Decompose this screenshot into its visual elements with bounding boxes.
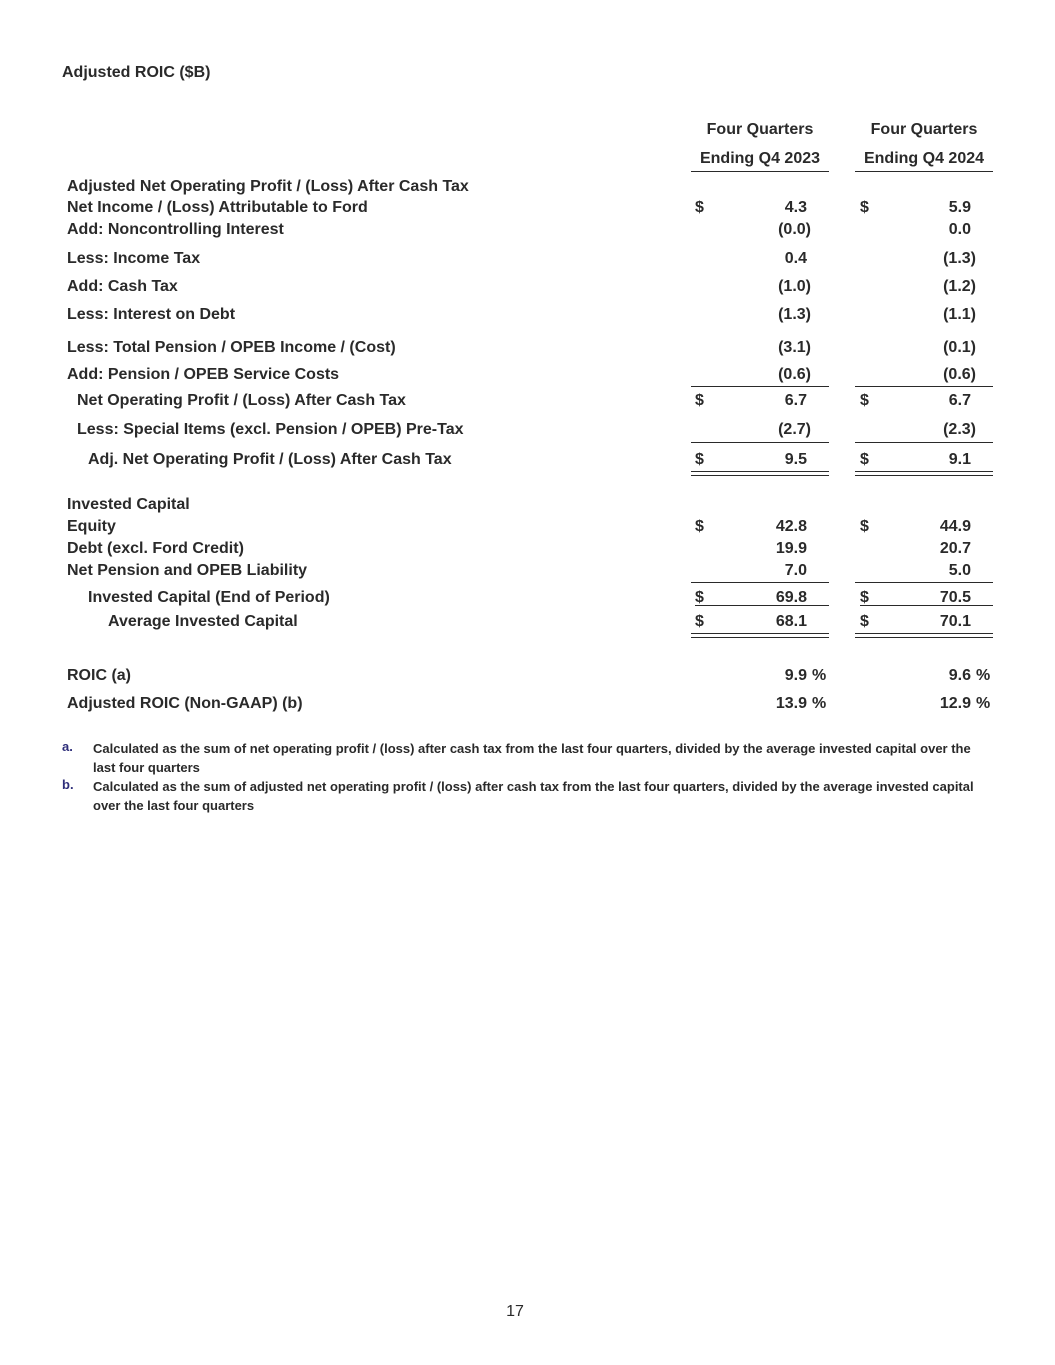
col1-avg-double-underline [691,633,829,638]
row-label-debt: Debt (excl. Ford Credit) [67,540,244,557]
col1-value-adj-nopat: 9.5 [784,451,807,468]
col2-value-special-items: (2.3) [943,421,976,438]
col2-value-roic: 9.6 [948,667,971,684]
row-label-special-items: Less: Special Items (excl. Pension / OPEB) Pre-Tax [77,421,464,438]
col2-dollar-nopat: $ [860,392,869,409]
footnote-b-text: Calculated as the sum of adjusted net operating profit / (loss) after cash tax from the last four quarters, divided by the average invested capital over the last four quarters [93,779,974,813]
col1-value-invested-capital: 69.8 [775,589,807,606]
col1-header-line1: Four Quarters [706,121,814,138]
col1-value-cash-tax: (1.0) [778,278,811,295]
col1-header-line2: Ending Q4 2023 [699,150,821,167]
col1-value-interest-debt: (1.3) [778,306,811,323]
col1-header-rule [691,171,829,172]
col1-value-income-tax: 0.4 [784,250,807,267]
col2-capital-underline [860,605,993,606]
row-label-invested-capital: Invested Capital (End of Period) [88,589,330,606]
footnote-a-letter: a. [62,739,73,754]
col1-dollar-adj-nopat: $ [695,451,704,468]
row-label-adj-nopat: Adj. Net Operating Profit / (Loss) After Cash Tax [88,451,452,468]
col1-dollar-invested-capital: $ [695,589,704,606]
col1-percent-adj-roic: % [812,695,827,712]
col2-double-underline [855,471,993,476]
col1-value-debt: 19.9 [775,540,807,557]
col1-value-noncontrolling: (0.0) [778,221,811,238]
row-label-equity: Equity [67,518,116,535]
col1-value-nopat: 6.7 [784,392,807,409]
col1-value-special-items: (2.7) [778,421,811,438]
col2-value-noncontrolling: 0.0 [948,221,971,238]
row-label-nopat: Net Operating Profit / (Loss) After Cash Tax [77,392,406,409]
col2-dollar-adj-nopat: $ [860,451,869,468]
col2-value-adj-nopat: 9.1 [948,451,971,468]
col1-value-pension-liability: 7.0 [784,562,807,579]
col1-subtotal-rule [691,386,829,387]
row-label-interest-debt: Less: Interest on Debt [67,306,236,323]
col1-value-equity: 42.8 [775,518,807,535]
row-label-income-tax: Less: Income Tax [67,250,201,267]
col2-value-avg-invested-capital: 70.1 [939,613,971,630]
col2-value-adj-roic: 12.9 [939,695,971,712]
col2-value-income-tax: (1.3) [943,250,976,267]
col1-capital-underline [695,605,829,606]
col2-capital-rule [855,582,993,583]
col2-value-pension-liability: 5.0 [948,562,971,579]
col2-avg-double-underline [855,633,993,638]
col2-header-line1: Four Quarters [870,121,978,138]
col2-value-pension-service: (0.6) [943,366,976,383]
col2-value-invested-capital: 70.5 [939,589,971,606]
col1-value-adj-roic: 13.9 [775,695,807,712]
footnote-b-letter: b. [62,777,74,792]
row-label-net-income: Net Income / (Loss) Attributable to Ford [67,199,368,216]
col2-subtotal-rule [855,386,993,387]
col2-header-line2: Ending Q4 2024 [863,150,985,167]
col2-dollar-net-income: $ [860,199,869,216]
row-label-adj-roic: Adjusted ROIC (Non-GAAP) (b) [67,695,303,712]
col1-dollar-net-income: $ [695,199,704,216]
col1-percent-roic: % [812,667,827,684]
col2-header-rule [855,171,993,172]
col2-total-rule [855,442,993,443]
col2-value-equity: 44.9 [939,518,971,535]
col1-dollar-equity: $ [695,518,704,535]
col1-capital-rule [691,582,829,583]
col1-dollar-nopat: $ [695,392,704,409]
col2-value-debt: 20.7 [939,540,971,557]
page-title: Adjusted ROIC ($B) [62,64,211,81]
row-label-noncontrolling: Add: Noncontrolling Interest [67,221,284,238]
row-label-roic: ROIC (a) [67,667,131,684]
col1-value-roic: 9.9 [784,667,807,684]
col2-value-nopat: 6.7 [948,392,971,409]
col1-value-pension-income: (3.1) [778,339,811,356]
col2-value-interest-debt: (1.1) [943,306,976,323]
page-number: 17 [506,1303,524,1320]
col1-value-net-income: 4.3 [784,199,807,216]
footnote-a-text: Calculated as the sum of net operating profit / (loss) after cash tax from the last four quarters, divided by the average invested capital over the last four quarters [93,741,971,775]
col2-value-net-income: 5.9 [948,199,971,216]
col2-value-pension-income: (0.1) [943,339,976,356]
col2-dollar-avg-invested-capital: $ [860,613,869,630]
row-label-pension-liability: Net Pension and OPEB Liability [67,562,308,579]
section-heading-adj-nopat: Adjusted Net Operating Profit / (Loss) After Cash Tax [67,178,469,195]
col1-value-pension-service: (0.6) [778,366,811,383]
col2-value-cash-tax: (1.2) [943,278,976,295]
col2-percent-roic: % [976,667,991,684]
row-label-cash-tax: Add: Cash Tax [67,278,178,295]
row-label-pension-service: Add: Pension / OPEB Service Costs [67,366,340,383]
section-heading-invested-capital: Invested Capital [67,496,190,513]
col2-percent-adj-roic: % [976,695,991,712]
row-label-pension-income: Less: Total Pension / OPEB Income / (Cost) [67,339,396,356]
col1-dollar-avg-invested-capital: $ [695,613,704,630]
col2-dollar-equity: $ [860,518,869,535]
row-label-avg-invested-capital: Average Invested Capital [108,613,298,630]
col1-value-avg-invested-capital: 68.1 [775,613,807,630]
col1-total-rule [691,442,829,443]
col1-double-underline [691,471,829,476]
col2-dollar-invested-capital: $ [860,589,869,606]
